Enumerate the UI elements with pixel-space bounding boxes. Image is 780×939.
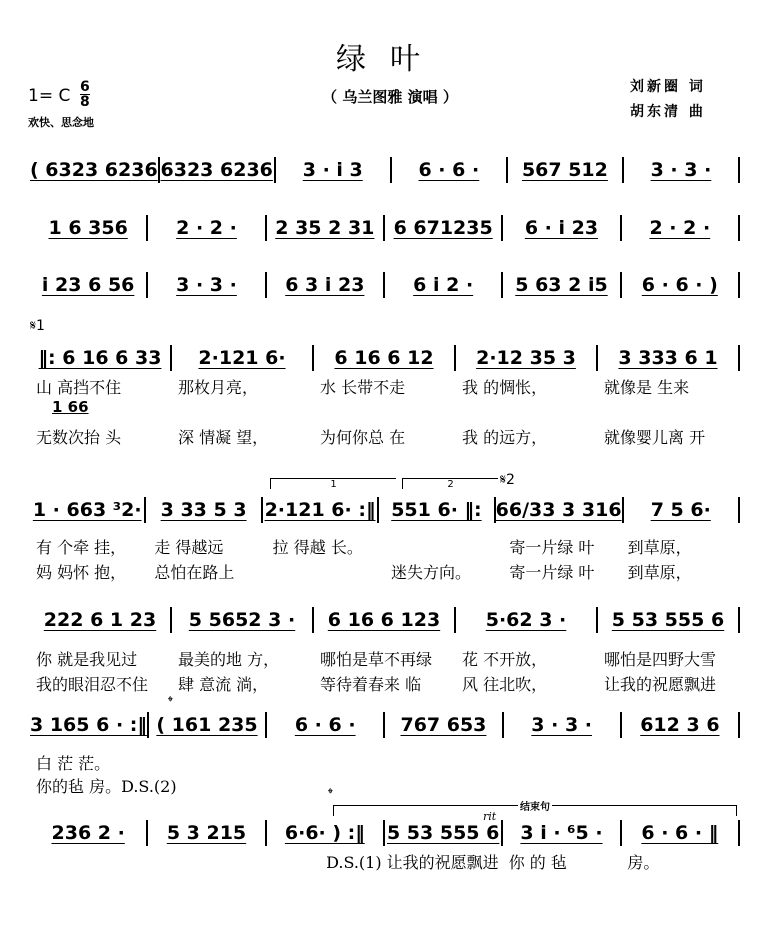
measure: 3 · 3 ·	[624, 157, 740, 183]
measure: ‖: 6 16 6 33	[30, 345, 172, 371]
measure: 236 2 ·	[30, 820, 148, 846]
time-top: 6	[80, 79, 90, 95]
measure: 567 512	[508, 157, 624, 183]
measure: 2 · 2 ·	[622, 215, 740, 241]
measure: 3 165 6 · :‖	[30, 714, 147, 736]
lyric-segment	[267, 751, 385, 774]
lyric-segment: 妈 妈怀 抱，	[36, 563, 127, 582]
composer: 胡东清 曲	[630, 104, 706, 120]
lyric-segment: 为何你总 在	[320, 428, 406, 447]
segno-2: 𝄋2	[500, 472, 515, 488]
key-signature: 1= C	[28, 86, 71, 106]
lyric-segment: 肆 意流 淌，	[178, 675, 269, 694]
measure: 3 33 5 3	[146, 497, 262, 523]
coda-sign: 𝄌	[328, 786, 333, 802]
lyric-segment: 你 就是我见过	[36, 650, 138, 669]
notation-line	[30, 157, 740, 183]
notation-line	[30, 712, 740, 738]
rit-marking: rit	[483, 810, 497, 823]
lyric-segment: 就像婴儿离 开	[604, 428, 706, 447]
lyric-segment: 有 个牵 挂，	[36, 538, 127, 557]
lyric-segment: 哪怕是四野大雪	[604, 650, 717, 669]
coda-sign: 𝄌	[168, 694, 173, 710]
measure: 66/33 3 316	[495, 499, 622, 521]
lyrics-line	[30, 425, 740, 448]
measure: 1 · 663 ³2·	[30, 497, 146, 523]
lyric-segment: 拉 得越 长。	[272, 538, 363, 557]
lyric-segment	[503, 774, 621, 797]
volta-2: 2	[402, 478, 498, 489]
lyric-segment: 山 高挡不住	[36, 378, 122, 397]
measure: 551 6· ‖:	[379, 497, 495, 523]
song-title: 绿叶	[336, 42, 444, 77]
lyric-segment: 最美的地 方，	[178, 650, 280, 669]
measure: 2·12 35 3	[456, 345, 598, 371]
measure: 7 5 6·	[624, 497, 740, 523]
measure: 3 i · ⁶5 ·	[503, 820, 621, 846]
measure: 6 · i 23	[503, 215, 621, 241]
lyric-segment: 到草原，	[627, 563, 692, 582]
lyric-segment: 那枚月亮，	[178, 378, 259, 397]
lyrics-line	[30, 774, 740, 797]
measure: 6 16 6 123	[314, 607, 456, 633]
lyric-segment: 走 得越远	[154, 538, 224, 557]
measure: 6 671235	[385, 215, 503, 241]
measure: 5 53 555 6	[385, 820, 503, 846]
lyric-segment	[503, 751, 621, 774]
measure: 6 · 6 ·	[392, 157, 508, 183]
lyric-segment: 无数次抬 头	[36, 428, 122, 447]
measure: 2 · 2 ·	[148, 215, 266, 241]
measure: 2 35 2 31	[267, 215, 385, 241]
lyric-segment	[149, 850, 268, 873]
ending-label: 结束句	[520, 802, 550, 813]
measure: 2·121 6·	[172, 345, 314, 371]
lyric-segment: 风 往北吹，	[462, 675, 548, 694]
lyric-segment: 总怕在路上	[154, 563, 235, 582]
time-signature	[80, 80, 90, 109]
lyrics-line	[30, 647, 740, 670]
lyric-segment: 就像是 生来	[604, 378, 690, 397]
measure: 222 6 1 23	[30, 607, 172, 633]
lyric-segment: 我 的远方，	[462, 428, 548, 447]
measure: 6·6· ) :‖	[267, 820, 385, 846]
lyric-segment: 迷失方向。	[390, 563, 471, 582]
lyric-segment: 哪怕是草不再绿	[320, 650, 433, 669]
lyric-segment: 我的眼泪忍不住	[36, 675, 149, 694]
tempo-marking: 欢快、思念地	[28, 116, 94, 129]
lyrics-line	[30, 751, 740, 774]
measure: 5·62 3 ·	[456, 607, 598, 633]
measure: 2·121 6· :‖	[263, 497, 379, 523]
lyric-segment: D.S.(1) 让我的祝愿飘进	[326, 853, 499, 872]
measure: 6 · 6 · )	[622, 272, 740, 298]
lyric-segment	[622, 774, 740, 797]
lyric-segment: 让我的祝愿飘进	[604, 675, 717, 694]
volta-1: 1	[270, 478, 396, 489]
notation-line	[30, 272, 740, 298]
measure: 6 16 6 12	[314, 345, 456, 371]
alt-notes: 1 66	[52, 398, 89, 416]
lyric-segment	[267, 560, 385, 583]
measure: 3 · i 3	[276, 157, 392, 183]
measure: 767 653	[385, 712, 503, 738]
lyric-segment	[267, 774, 385, 797]
lyric-segment: 花 不开放，	[462, 650, 548, 669]
lyric-segment	[30, 850, 149, 873]
measure: ( 161 235	[149, 712, 267, 738]
measure: 5 53 555 6	[598, 607, 740, 633]
measure: 6 · 6 · ‖	[622, 820, 740, 846]
measure: i 23 6 56	[30, 272, 148, 298]
lyrics-line	[30, 672, 740, 695]
lyric-segment	[148, 751, 266, 774]
notation-line	[30, 607, 740, 633]
lyric-segment: 到草原，	[627, 538, 692, 557]
lyric-segment: 你的毡 房。D.S.(2)	[36, 777, 177, 796]
lyrics-line	[30, 535, 740, 558]
measure: 5 3 215	[148, 820, 266, 846]
ending-bracket	[333, 802, 737, 816]
lyric-segment: 等待着春来 临	[320, 675, 422, 694]
performer: （ 乌兰图雅 演唱 ）	[322, 88, 458, 106]
lyrics-line	[30, 560, 740, 583]
measure: 3 · 3 ·	[504, 712, 622, 738]
measure: 6 i 2 ·	[385, 272, 503, 298]
measure: 5 63 2 i5	[503, 272, 621, 298]
measure: 6 · 6 ·	[267, 712, 385, 738]
lyric-segment: 寄一片绿 叶	[509, 538, 595, 557]
lyric-segment	[385, 535, 503, 558]
lyrics-line	[30, 375, 740, 398]
lyric-segment	[622, 751, 740, 774]
time-bottom: 8	[80, 94, 90, 110]
lyric-segment: 白 茫 茫。	[36, 754, 111, 773]
lyric-segment: 寄一片绿 叶	[509, 563, 595, 582]
measure: 5 5652 3 ·	[172, 607, 314, 633]
measure: 3 333 6 1	[598, 345, 740, 371]
measure: 6323 6236	[160, 157, 276, 183]
lyrics-line	[30, 850, 740, 873]
lyric-segment: 我 的惆怅，	[462, 378, 548, 397]
lyric-segment	[385, 751, 503, 774]
measure: 3 · 3 ·	[148, 272, 266, 298]
lyric-segment	[385, 774, 503, 797]
measure: 6 3 i 23	[267, 272, 385, 298]
measure: ( 6323 6236	[30, 159, 158, 181]
lyric-segment: 你 的 毡	[508, 853, 567, 872]
measure: 1 6 356	[30, 215, 148, 241]
segno-1: 𝄋1	[30, 318, 45, 334]
notation-line	[30, 820, 740, 846]
measure: 612 3 6	[622, 712, 740, 738]
lyricist: 刘新圈 词	[630, 79, 706, 95]
notation-line	[30, 497, 740, 523]
notation-line	[30, 345, 740, 371]
lyric-segment	[148, 774, 266, 797]
lyric-segment: 房。	[627, 853, 660, 872]
lyric-segment: 深 情凝 望，	[178, 428, 269, 447]
lyric-segment: 水 长带不走	[320, 378, 406, 397]
notation-line	[30, 215, 740, 241]
